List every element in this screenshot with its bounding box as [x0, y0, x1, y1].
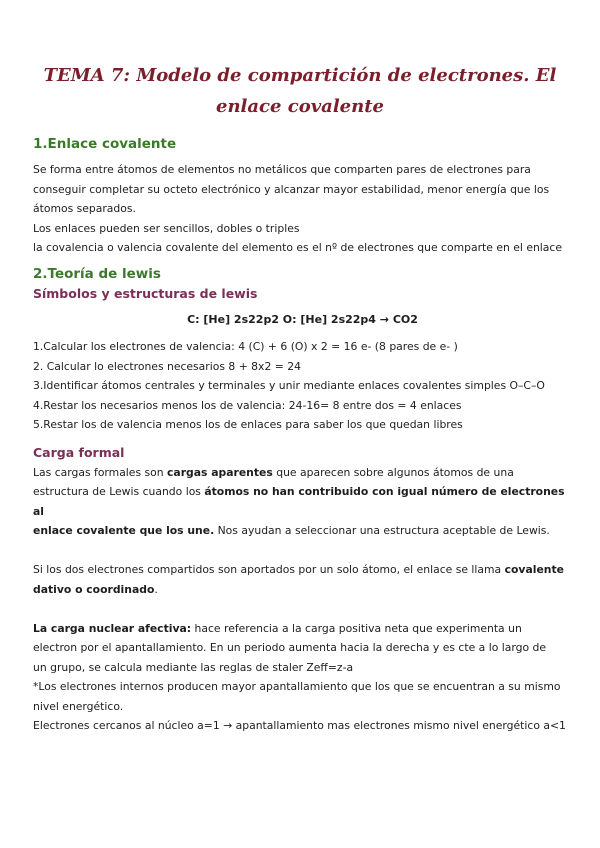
lewis-step: 1.Calcular los electrones de valencia: 4 (C) + 6 (O) x 2 = 16 e- (8 pares de e- )	[33, 340, 458, 353]
section1-line: Se forma entre átomos de elementos no metálicos que comparten pares de electrones para	[33, 163, 531, 176]
section1-line: la covalencia o valencia covalente del elemento es el nº de electrones que comparte en el enlace	[33, 241, 562, 254]
carga-paragraph-1	[33, 463, 572, 541]
section1-line: Los enlaces pueden ser sencillos, dobles o triples	[33, 221, 300, 235]
section2-heading: 2.Teoría de lewis	[33, 265, 161, 282]
carga-line: Electrones cercanos al núcleo a=1 → apantallamiento mas electrones mismo nivel energético a<1	[33, 719, 566, 732]
lewis-step: 2. Calcular lo electrones necesarios 8 + 8x2 = 24	[33, 359, 301, 373]
lewis-step: 3.Identificar átomos centrales y terminales y unir mediante enlaces covalentes simples O–C–O	[33, 379, 545, 392]
carga-line: electron por el apantallamiento. En un periodo aumenta hacia la derecha y es cte a lo largo de	[33, 641, 547, 654]
page-title: TEMA 7: Modelo de compartición de electrones. El enlace covalente	[43, 65, 557, 117]
text-run: hace referencia a la carga positiva neta que experimenta un	[191, 621, 522, 635]
section1-line: átomos separados.	[33, 202, 136, 215]
bold-text-run: covalente	[504, 563, 564, 576]
carga-formal-heading: Carga formal	[33, 444, 125, 460]
lewis-step: 4.Restar los necesarios menos los de valencia: 24-16= 8 entre dos = 4 enlaces	[33, 398, 462, 412]
lewis-step: 5.Restar los de valencia menos los de enlaces para saber los que quedan libres	[33, 418, 463, 431]
text-run: Nos ayudan a seleccionar una estructura aceptable de Lewis.	[214, 524, 550, 537]
section1-line: conseguir completar su octeto electrónico y alcanzar mayor estabilidad, menor energía que los	[33, 182, 550, 196]
bold-text-run: cargas aparentes	[167, 465, 273, 479]
carga-paragraph-3	[33, 619, 572, 639]
text-run: .	[154, 582, 158, 596]
text-run: Si los dos electrones compartidos son aportados por un solo átomo, el enlace se llama	[33, 563, 505, 576]
bold-text-run: dativo o coordinado	[33, 582, 155, 596]
bold-text-run: enlace covalente que los une.	[33, 524, 215, 537]
text-run: Las cargas formales son	[33, 465, 168, 479]
text-run: que aparecen sobre algunos átomos de una	[272, 465, 514, 479]
document-body	[33, 134, 572, 736]
bold-text-run: La carga nuclear afectiva:	[33, 621, 192, 635]
carga-paragraph-2	[33, 560, 572, 599]
bold-text-run: átomos no han contribuido con igual número de electrones al	[33, 485, 565, 518]
carga-line: *Los electrones internos producen mayor apantallamiento que los que se encuentran a su mismo	[33, 680, 561, 693]
electron-configuration-formula: C: [He] 2s22p2 O: [He] 2s22p4 → CO2	[187, 312, 418, 326]
carga-line: nivel energético.	[33, 699, 124, 713]
carga-line: un grupo, se calcula mediante las reglas de staler Zeff=z-a	[33, 660, 354, 674]
section2-subheading: Símbolos y estructuras de lewis	[33, 285, 258, 301]
text-run: estructura de Lewis cuando los	[33, 485, 205, 498]
section1-heading: 1.Enlace covalente	[33, 136, 177, 152]
